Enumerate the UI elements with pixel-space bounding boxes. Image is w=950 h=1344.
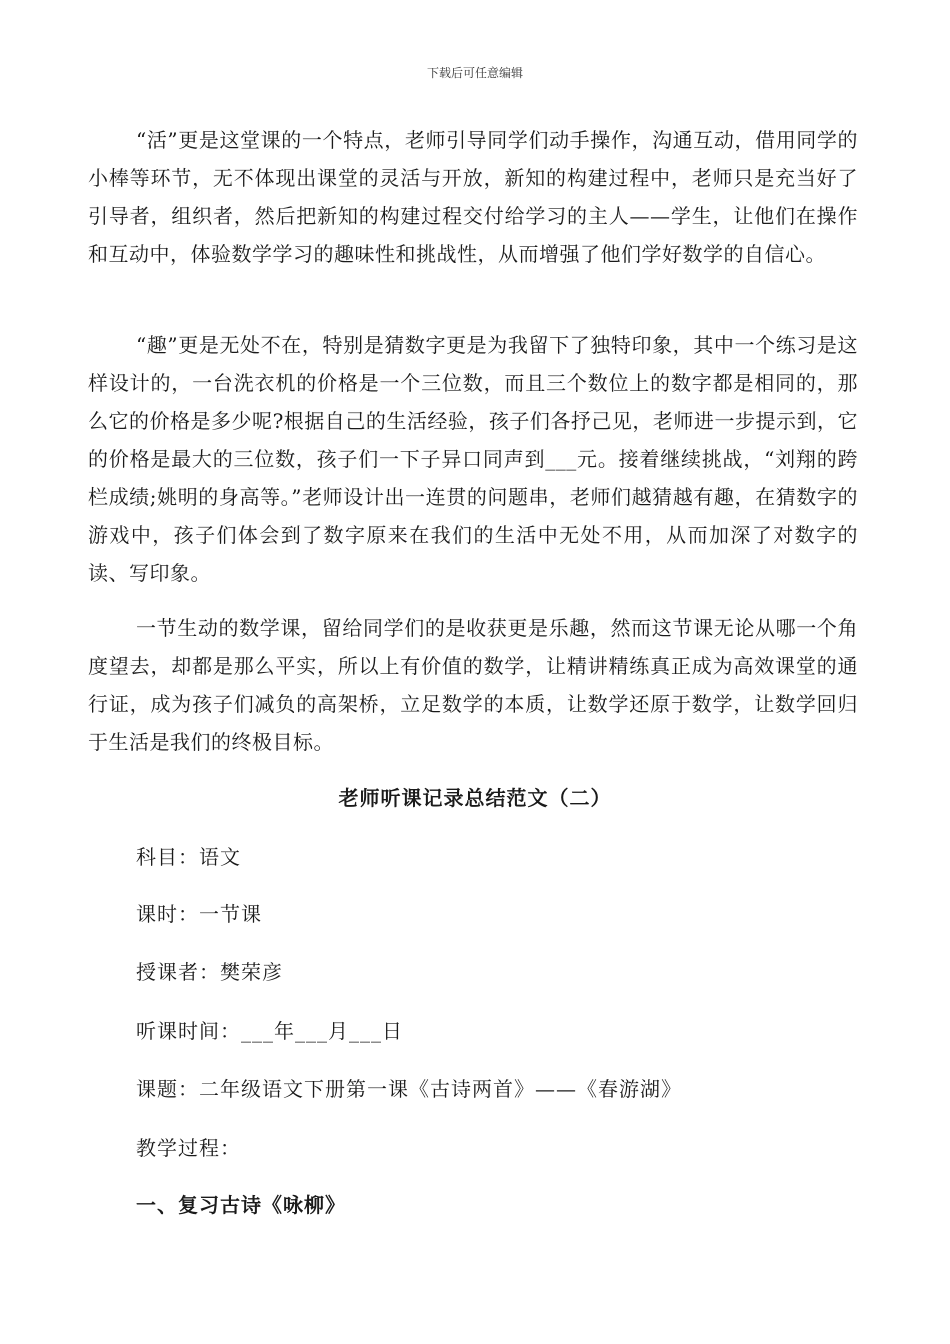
field-time: 听课时间：___年___月___日 [136,1019,403,1043]
paragraph-2: “趣”更是无处不在，特别是猜数字更是为我留下了独特印象，其中一个练习是这样设计的，一台洗衣机的价格是一个三位数，而且三个数位上的数字都是相同的，那么它的价格是多少呢?根据自己的生活经验，孩子们各抒己见，老师进一步提示到，它的价格是最大的三位数，孩子们一下子异口同声到___元。接着继续挑战，“刘翔的跨栏成绩;姚明的身高等。”老师设计出一连贯的问题串，老师们越猜越有趣，在猜数字的游戏中，孩子们体会到了数字原来在我们的生活中无处不用，从而加深了对数字的读、写印象。 [88,333,858,585]
paragraph-1: “活”更是这堂课的一个特点，老师引导同学们动手操作，沟通互动，借用同学的小棒等环节，无不体现出课堂的灵活与开放，新知的构建过程中，老师只是充当好了引导者，组织者，然后把新知的构建过程交付给学习的主人——学生，让他们在操作和互动中，体验数学学习的趣味性和挑战性，从而增强了他们学好数学的自信心。 [88,128,858,266]
section-title: 老师听课记录总结范文（二） [338,786,612,810]
field-process: 教学过程： [136,1136,241,1160]
field-teacher: 授课者：樊荣彦 [136,960,283,984]
field-topic: 课题：二年级语文下册第一课《古诗两首》——《春游湖》 [136,1077,682,1101]
field-period: 课时：一节课 [136,902,262,926]
page-header: 下载后可任意编辑 [426,66,523,80]
paragraph-3: 一节生动的数学课，留给同学们的是收获更是乐趣，然而这节课无论从哪一个角度望去，却都是那么平实，所以上有价值的数学，让精讲精练真正成为高效课堂的通行证，成为孩子们减负的高架桥，立足数学的本质，让数学还原于数学，让数学回归于生活是我们的终极目标。 [88,616,858,754]
subheading-review-poem: 一、复习古诗《咏柳》 [136,1193,346,1217]
field-subject: 科目：语文 [136,845,241,869]
